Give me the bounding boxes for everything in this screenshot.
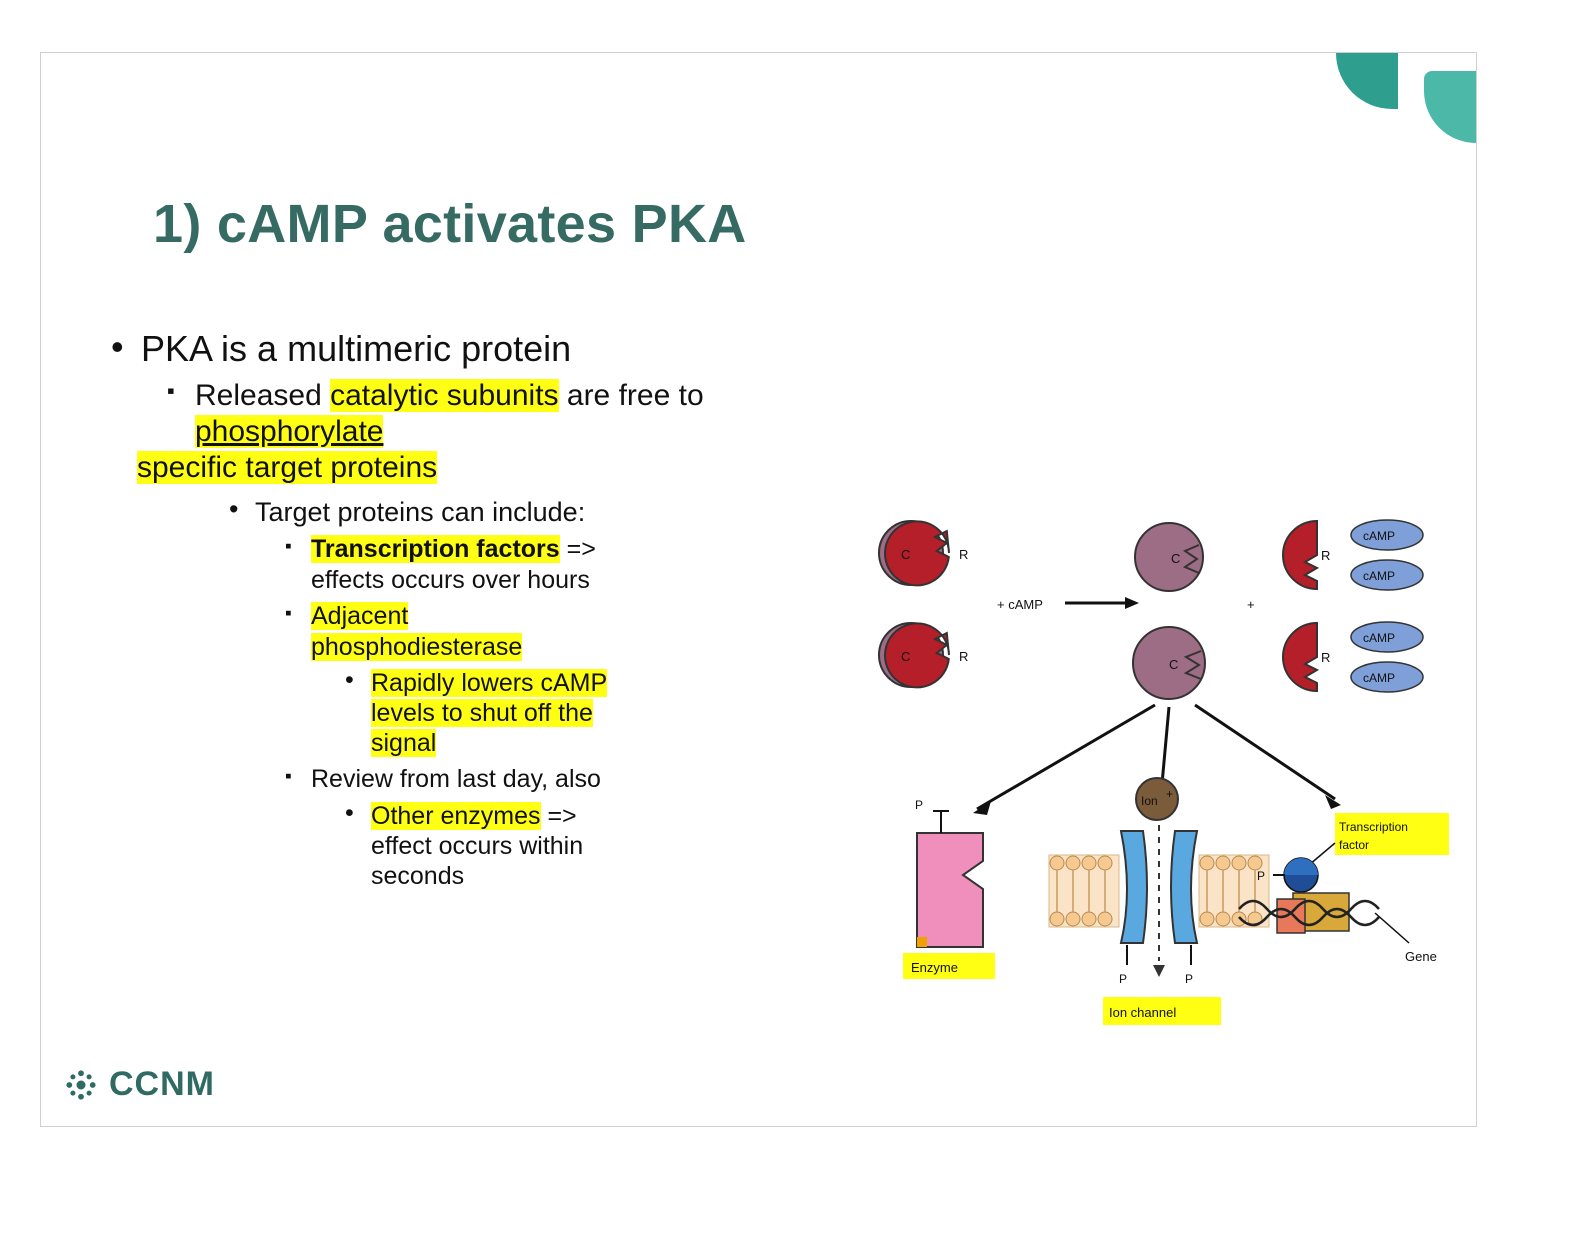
slide-body xyxy=(89,328,879,893)
b2-text-part2: are free to xyxy=(558,378,704,412)
slide xyxy=(40,52,1477,1127)
b5-highlight-line2: levels to shut off the xyxy=(371,699,593,728)
slide-title: 1) cAMP activates PKA xyxy=(153,194,747,254)
bullet-level5-rapidly-lowers xyxy=(89,668,879,758)
b5-highlight-line1: Rapidly lowers cAMP xyxy=(371,669,608,698)
b5-effect-line3: seconds xyxy=(371,861,465,890)
label-ion-channel: Ion channel xyxy=(1109,1005,1177,1020)
b5-line2 xyxy=(371,698,879,728)
bullet-level3-target-proteins xyxy=(89,496,879,528)
label-plus: + xyxy=(1247,597,1255,612)
b4-line2: effects occurs over hours xyxy=(311,565,590,594)
b5-arrow: => xyxy=(540,801,577,830)
bullet-level1-text: PKA is a multimeric protein xyxy=(141,328,572,369)
label-plus-camp: + cAMP xyxy=(997,597,1043,612)
b4-line2-phosphodiesterase xyxy=(311,632,879,663)
label-r-bottom: R xyxy=(959,649,969,664)
ccnm-logo-text: CCNM xyxy=(109,1065,215,1103)
r-subunit-camp-top xyxy=(1283,520,1423,590)
ccnm-logo xyxy=(63,1065,215,1104)
label-r-bottom-right: R xyxy=(1321,650,1331,665)
label-transcription: Transcription xyxy=(1339,820,1408,834)
decorative-leaf-light-icon xyxy=(1424,71,1476,143)
b2-highlight-specific-target-proteins: specific target proteins xyxy=(137,450,438,484)
label-r-top: R xyxy=(959,547,969,562)
label-p-enzyme: P xyxy=(915,798,924,812)
ion-channel xyxy=(1049,778,1269,1025)
label-camp-4: cAMP xyxy=(1363,671,1396,685)
b4-arrow: => xyxy=(559,535,596,564)
label-enzyme: Enzyme xyxy=(911,960,958,975)
label-free-c-top: C xyxy=(1171,551,1181,566)
b2-continuation xyxy=(137,450,879,486)
b2-highlight-catalytic-subunits: catalytic subunits xyxy=(330,378,559,412)
holoenzyme-bottom xyxy=(879,623,968,687)
bullet-level5-other-enzymes xyxy=(89,801,879,891)
label-c-bottom: C xyxy=(901,649,911,664)
holoenzyme-top xyxy=(879,521,968,585)
b4-highlight-phosphodiesterase: phosphodiesterase xyxy=(311,632,523,661)
label-camp-2: cAMP xyxy=(1363,569,1396,583)
label-camp-3: cAMP xyxy=(1363,631,1396,645)
b5-line3 xyxy=(371,728,879,758)
bullet-level2-released xyxy=(89,378,879,486)
label-camp-1: cAMP xyxy=(1363,529,1396,543)
b5-highlight-line3: signal xyxy=(371,729,437,758)
b5-effect-line2: effect occurs within xyxy=(371,831,584,860)
free-c-bottom xyxy=(1133,627,1205,699)
label-ion: Ion xyxy=(1141,794,1158,808)
enzyme-shape xyxy=(903,798,995,979)
pka-diagram xyxy=(869,513,1459,1073)
label-p-channel-left: P xyxy=(1119,972,1128,986)
decorative-leaf-dark-icon xyxy=(1336,53,1398,109)
bullet-level4-transcription-factors xyxy=(89,534,879,595)
free-c-top xyxy=(1135,523,1203,591)
label-r-top-right: R xyxy=(1321,548,1331,563)
label-ion-plus: + xyxy=(1166,787,1174,801)
b2-highlight-phosphorylate: phosphorylate xyxy=(195,414,384,448)
label-c-top: C xyxy=(901,547,911,562)
label-factor: factor xyxy=(1339,838,1370,852)
bullet-level4-review xyxy=(89,764,879,795)
label-gene: Gene xyxy=(1405,949,1437,964)
label-free-c-bottom: C xyxy=(1169,657,1179,672)
transcription-factor-gene xyxy=(1239,813,1449,964)
b4-highlight-transcription-factors: Transcription factors xyxy=(311,535,560,564)
label-p-channel-right: P xyxy=(1185,972,1194,986)
b4-text-review: Review from last day, also xyxy=(311,765,601,794)
bullet-level1 xyxy=(89,328,879,370)
r-subunit-camp-bottom xyxy=(1283,622,1423,692)
ccnm-mark-icon xyxy=(63,1067,99,1103)
b2-text-part1: Released xyxy=(195,378,331,412)
b5-highlight-other-enzymes: Other enzymes xyxy=(371,801,541,830)
b3-text: Target proteins can include: xyxy=(255,496,586,527)
label-p-tf: P xyxy=(1257,869,1266,883)
bullet-level4-adjacent-phosphodiesterase xyxy=(89,601,879,662)
b4-highlight-adjacent: Adjacent xyxy=(311,602,409,631)
